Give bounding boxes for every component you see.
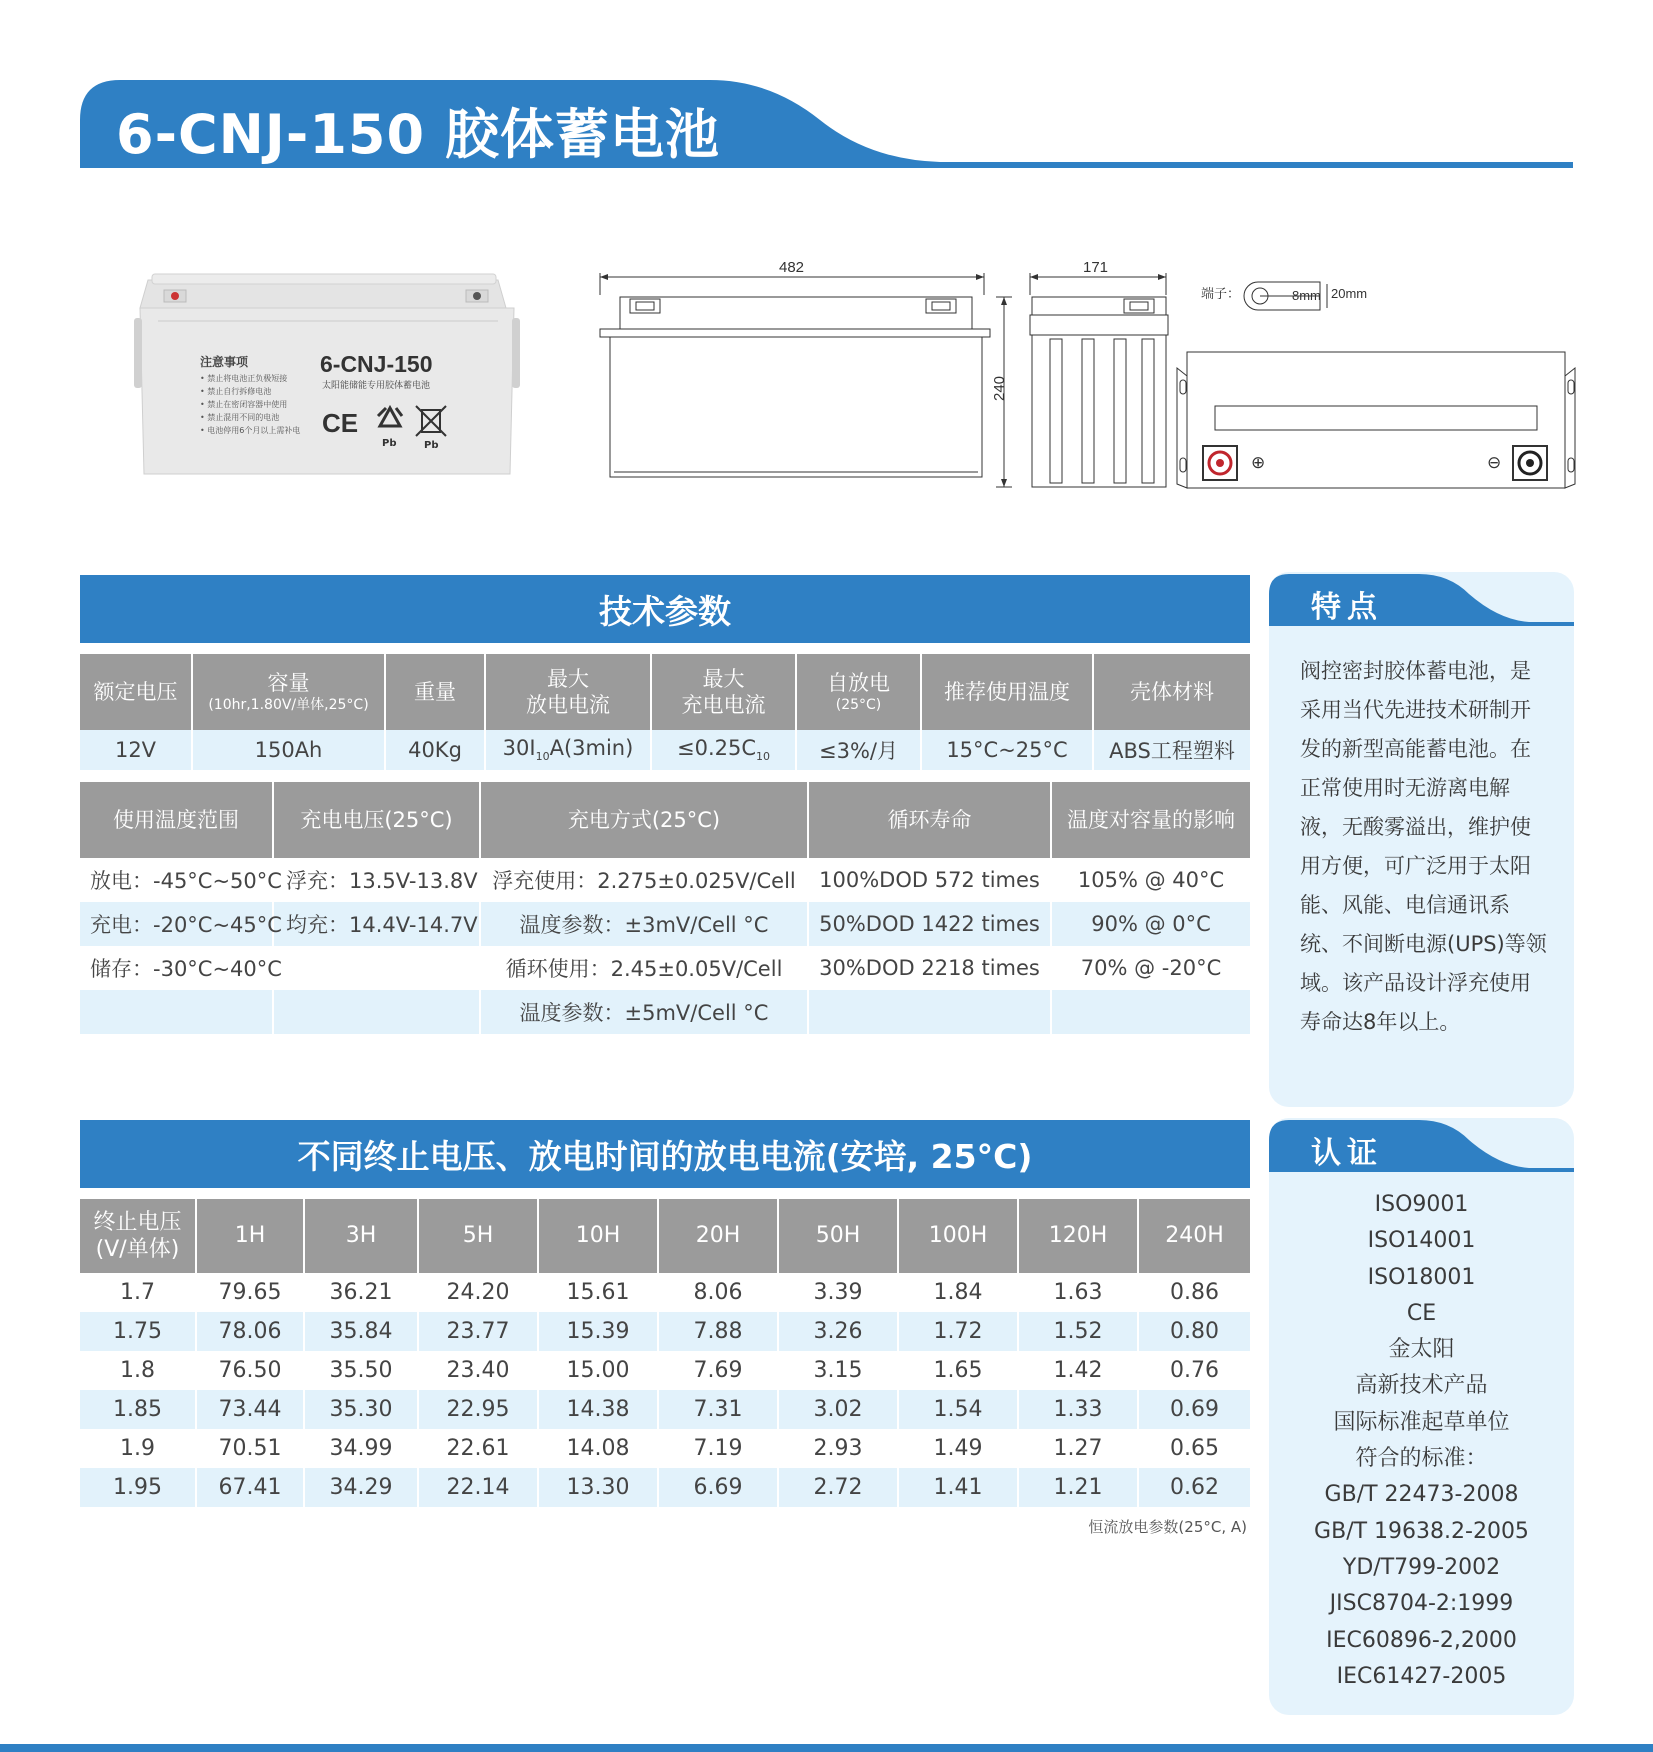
table-cell: 1.65 <box>898 1351 1018 1390</box>
header-charge-voltage: 充电电压(25°C) <box>273 782 480 858</box>
table-cell: 15.61 <box>538 1273 658 1312</box>
table-cell: 67.41 <box>196 1468 304 1507</box>
header-capacity-sub: (10hr,1.80V/单体,25°C) <box>208 696 369 713</box>
table-row <box>80 990 1250 1034</box>
table-cell: 73.44 <box>196 1390 304 1429</box>
header-max-charge-line1: 最大 <box>702 666 745 691</box>
value-max-charge <box>651 730 796 770</box>
table-row <box>80 946 1250 990</box>
table-cell: 1.41 <box>898 1468 1018 1507</box>
photo-model: 6-CNJ-150 <box>320 351 433 377</box>
table-cell: 35.50 <box>304 1351 418 1390</box>
table-cell: 0.62 <box>1138 1468 1250 1507</box>
list-item: CE <box>1406 1300 1437 1326</box>
table-cell: 3.15 <box>778 1351 898 1390</box>
header-3h: 3H <box>304 1199 418 1273</box>
list-item: JISC8704-2:1999 <box>1329 1591 1514 1617</box>
table-cell: 充电：-20°C~45°C <box>80 902 273 946</box>
table-cell: 24.20 <box>418 1273 538 1312</box>
spec-table-operation-header <box>80 782 1250 858</box>
table-row <box>80 1273 1250 1312</box>
value-recommended-temp: 15°C~25°C <box>921 730 1093 770</box>
table-cell: 14.38 <box>538 1390 658 1429</box>
table-cell: 1.9 <box>80 1429 196 1468</box>
top-view-drawing <box>1175 268 1580 495</box>
table-cell: 2.93 <box>778 1429 898 1468</box>
table-cell: 7.19 <box>658 1429 778 1468</box>
table-cell: 1.52 <box>1018 1312 1138 1351</box>
table-cell: 3.02 <box>778 1390 898 1429</box>
table-cell: 23.40 <box>418 1351 538 1390</box>
photo-notice-2: • 禁止自行拆修电池 <box>200 387 272 396</box>
table-cell: 35.30 <box>304 1390 418 1429</box>
table-cell: 76.50 <box>196 1351 304 1390</box>
table-cell: 2.72 <box>778 1468 898 1507</box>
value-max-charge-main: ≤0.25C <box>676 736 757 761</box>
header-max-charge-line2: 充电电流 <box>681 693 766 717</box>
photo-subtitle: 太阳能储能专用胶体蓄电池 <box>322 381 431 391</box>
discharge-table-header <box>80 1199 1250 1273</box>
table-cell: 3.39 <box>778 1273 898 1312</box>
photo-notice-1: • 禁止将电池正负极短接 <box>200 374 288 383</box>
terminal-label: 端子： <box>1201 287 1241 302</box>
ce-mark: CE <box>322 408 359 438</box>
value-max-discharge <box>485 730 651 770</box>
product-photo <box>134 268 520 478</box>
table-cell: 15.00 <box>538 1351 658 1390</box>
table-cell: 35.84 <box>304 1312 418 1351</box>
header-self-discharge-label: 自放电 <box>827 671 890 696</box>
header-weight <box>385 654 485 730</box>
list-item: 金太阳 <box>1388 1337 1455 1363</box>
table-cell <box>273 946 480 990</box>
pb-mark-1: Pb <box>382 438 397 449</box>
spec-table-main-header <box>80 654 1250 730</box>
header-20h: 20H <box>658 1199 778 1273</box>
front-view-drawing <box>594 255 1014 495</box>
header-10h: 10H <box>538 1199 658 1273</box>
spec-table-main <box>80 654 1250 770</box>
value-max-discharge-post: A(3min) <box>549 736 634 761</box>
table-cell: 7.69 <box>658 1351 778 1390</box>
terminal-inner-dim: 8mm <box>1292 288 1321 303</box>
list-item: ISO9001 <box>1374 1192 1469 1217</box>
header-case-material-label: 壳体材料 <box>1130 679 1214 704</box>
pb-mark-2: Pb <box>424 440 439 451</box>
header-1h: 1H <box>196 1199 304 1273</box>
table-cell: 3.26 <box>778 1312 898 1351</box>
table-cell <box>273 990 480 1034</box>
table-cell: 22.95 <box>418 1390 538 1429</box>
value-weight: 40Kg <box>385 730 485 770</box>
value-case-material: ABS工程塑料 <box>1093 730 1250 770</box>
table-cell: 6.69 <box>658 1468 778 1507</box>
header-self-discharge-sub: (25°C) <box>835 696 882 713</box>
list-item: GB/T 19638.2-2005 <box>1314 1518 1529 1544</box>
table-cell: 50%DOD 1422 times <box>808 902 1051 946</box>
discharge-section-header: 不同终止电压、放电时间的放电电流(安培, 25°C) <box>80 1120 1250 1188</box>
table-cell: 储存：-30°C~40°C <box>80 946 273 990</box>
table-cell: 1.54 <box>898 1390 1018 1429</box>
table-cell <box>1051 990 1250 1034</box>
spec-section-header: 技术参数 <box>80 575 1250 643</box>
photo-notice-3: • 禁止在密闭容器中使用 <box>200 400 288 409</box>
header-rated-voltage <box>80 654 192 730</box>
table-cell: 0.76 <box>1170 1358 1219 1383</box>
photo-notice-title: 注意事项 <box>200 355 249 369</box>
header-end-voltage-line1: 终止电压 <box>93 1209 182 1235</box>
table-row <box>80 1390 1250 1429</box>
terminal-diagram <box>1244 282 1367 310</box>
table-cell: 1.95 <box>80 1468 196 1507</box>
table-cell: 浮充使用：2.275±0.025V/Cell <box>480 858 808 902</box>
value-capacity: 150Ah <box>192 730 385 770</box>
table-cell: 70.51 <box>196 1429 304 1468</box>
table-row <box>80 1429 1250 1468</box>
header-self-discharge <box>796 654 921 730</box>
table-cell: 1.63 <box>1018 1273 1138 1312</box>
table-cell: 1.85 <box>80 1390 196 1429</box>
positive-terminal <box>1203 446 1237 480</box>
bottom-bar <box>0 1744 1653 1752</box>
header-5h: 5H <box>418 1199 538 1273</box>
value-max-charge-sub: 10 <box>756 750 771 764</box>
width-dimension: 171 <box>1083 259 1109 276</box>
table-cell: 34.99 <box>304 1429 418 1468</box>
table-cell: 1.33 <box>1018 1390 1138 1429</box>
table-row <box>80 902 1250 946</box>
header-100h: 100H <box>898 1199 1018 1273</box>
negative-terminal <box>1513 446 1547 480</box>
photo-notice-4: • 禁止混用不同的电池 <box>200 413 280 422</box>
table-cell: 放电：-45°C~50°C <box>80 858 273 902</box>
discharge-footnote: 恒流放电参数(25°C, A) <box>1088 1518 1247 1536</box>
table-row <box>80 858 1250 902</box>
minus-icon: ⊖ <box>1487 453 1502 473</box>
header-temp-range: 使用温度范围 <box>80 782 273 858</box>
table-row <box>80 1312 1250 1351</box>
table-cell: 1.7 <box>80 1273 196 1312</box>
header-recommended-temp <box>921 654 1093 730</box>
header-120h: 120H <box>1018 1199 1138 1273</box>
table-cell: 23.77 <box>418 1312 538 1351</box>
page-title: 6-CNJ-150 胶体蓄电池 <box>116 103 720 166</box>
table-cell: 0.86 <box>1170 1280 1219 1305</box>
header-max-discharge <box>485 654 651 730</box>
table-cell: 70% @ -20°C <box>1080 956 1222 980</box>
table-cell: 13.30 <box>538 1468 658 1507</box>
table-cell: 7.31 <box>658 1390 778 1429</box>
discharge-table <box>80 1199 1250 1507</box>
table-cell: 34.29 <box>304 1468 418 1507</box>
table-cell: 0.80 <box>1138 1312 1250 1351</box>
height-dimension: 240 <box>991 375 1008 401</box>
header-max-discharge-line1: 最大 <box>547 666 589 691</box>
list-item: 高新技术产品 <box>1355 1373 1488 1399</box>
certifications-tab <box>1269 1120 1574 1172</box>
table-row <box>80 1351 1250 1390</box>
table-cell: 105% @ 40°C <box>1077 868 1225 892</box>
features-tab <box>1269 574 1574 626</box>
table-cell: 22.61 <box>418 1429 538 1468</box>
plus-icon: ⊕ <box>1251 453 1266 473</box>
table-cell: 1.42 <box>1018 1351 1138 1390</box>
table-cell: 8.06 <box>658 1273 778 1312</box>
value-rated-voltage: 12V <box>80 730 192 770</box>
list-item: GB/T 22473-2008 <box>1324 1482 1519 1508</box>
header-cycle-life: 循环寿命 <box>808 782 1051 858</box>
table-cell: 0.65 <box>1170 1436 1219 1461</box>
table-cell: 1.49 <box>898 1429 1018 1468</box>
spec-table-main-row <box>80 730 1250 770</box>
photo-notice-5: • 电池停用6个月以上需补电 <box>200 426 301 435</box>
table-cell: 36.21 <box>304 1273 418 1312</box>
terminal-outer-dim: 20mm <box>1331 286 1368 301</box>
header-temp-effect: 温度对容量的影响 <box>1051 782 1250 858</box>
spec-table-operation <box>80 782 1250 1034</box>
table-cell: 温度参数：±5mV/Cell °C <box>480 990 808 1034</box>
header-240h: 240H <box>1138 1199 1250 1273</box>
header-end-voltage-line2: (V/单体) <box>95 1237 180 1262</box>
header-case-material <box>1093 654 1250 730</box>
list-item: 符合的标准： <box>1355 1446 1488 1472</box>
list-item: IEC61427-2005 <box>1336 1663 1507 1689</box>
header-weight-label: 重量 <box>414 679 456 704</box>
value-self-discharge: ≤3%/月 <box>796 730 921 770</box>
table-cell: 90% @ 0°C <box>1051 902 1250 946</box>
certifications-title: 认证 <box>1311 1136 1383 1171</box>
table-cell: 79.65 <box>196 1273 304 1312</box>
header-recommended-temp-label: 推荐使用温度 <box>944 679 1070 704</box>
length-dimension: 482 <box>779 259 805 276</box>
header-capacity <box>192 654 385 730</box>
list-item: 国际标准起草单位 <box>1333 1409 1510 1435</box>
table-cell: 均充：14.4V-14.7V <box>273 902 480 946</box>
table-cell: 1.8 <box>80 1351 196 1390</box>
title-banner <box>80 80 1573 172</box>
table-cell <box>808 990 1051 1034</box>
table-cell: 100%DOD 572 times <box>808 858 1051 902</box>
features-text: 阀控密封胶体蓄电池，是采用当代先进技术研制开发的新型高能蓄电池。在正常使用时无游离电解液，无酸雾溢出，维护使用方便，可广泛用于太阳能、风能、电信通讯系统、不间断电源(UPS)等领域。该产品设计浮充使用寿命达8年以上。 <box>1300 659 1547 1034</box>
certifications-list <box>1269 1187 1574 1695</box>
table-cell: 30%DOD 2218 times <box>808 946 1051 990</box>
header-capacity-label: 容量 <box>267 671 310 696</box>
list-item: YD/T799-2002 <box>1342 1554 1501 1580</box>
table-cell <box>80 990 273 1034</box>
table-cell: 78.06 <box>196 1312 304 1351</box>
side-view-drawing <box>991 255 1180 495</box>
features-title: 特点 <box>1311 590 1383 625</box>
table-cell: 22.14 <box>418 1468 538 1507</box>
value-max-discharge-sub: 10 <box>535 750 550 764</box>
table-cell: 浮充：13.5V-13.8V <box>273 858 480 902</box>
header-end-voltage <box>80 1199 196 1273</box>
list-item: ISO14001 <box>1367 1228 1476 1254</box>
table-cell: 15.39 <box>538 1312 658 1351</box>
header-max-charge <box>651 654 796 730</box>
header-charge-method: 充电方式(25°C) <box>480 782 808 858</box>
header-rated-voltage-label: 额定电压 <box>93 679 178 704</box>
table-cell: 14.08 <box>538 1429 658 1468</box>
table-row <box>80 1468 1250 1507</box>
table-cell: 1.75 <box>80 1312 196 1351</box>
header-50h: 50H <box>778 1199 898 1273</box>
table-cell: 温度参数：±3mV/Cell °C <box>480 902 808 946</box>
table-cell: 循环使用：2.45±0.05V/Cell <box>480 946 808 990</box>
list-item: IEC60896-2,2000 <box>1326 1627 1517 1653</box>
table-cell: 1.27 <box>1018 1429 1138 1468</box>
table-cell: 0.69 <box>1138 1390 1250 1429</box>
table-cell: 1.21 <box>1018 1468 1138 1507</box>
header-max-discharge-line2: 放电电流 <box>526 693 610 717</box>
table-cell: 7.88 <box>658 1312 778 1351</box>
table-cell: 1.72 <box>898 1312 1018 1351</box>
table-cell: 1.84 <box>898 1273 1018 1312</box>
value-max-discharge-main: 30I <box>502 736 536 761</box>
list-item: ISO18001 <box>1367 1264 1476 1290</box>
